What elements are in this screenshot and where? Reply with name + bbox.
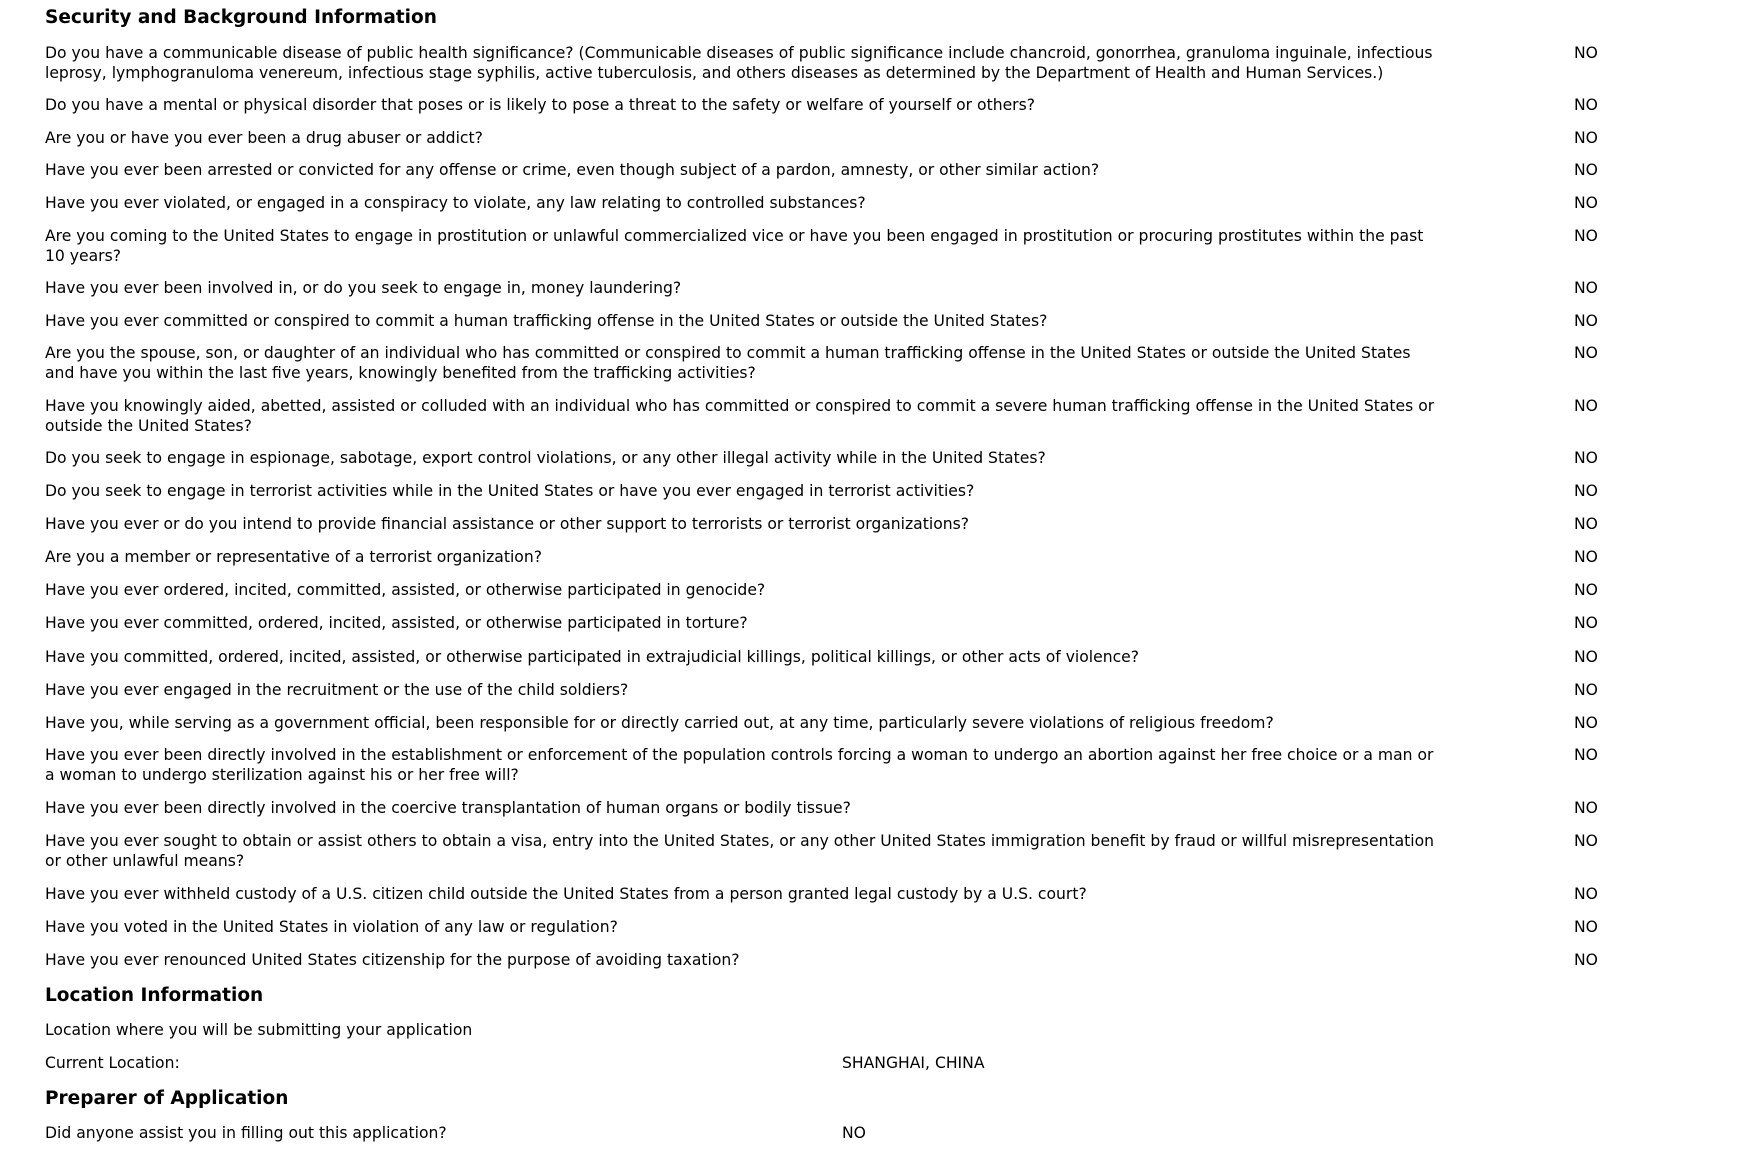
answer-value: NO bbox=[1574, 129, 1598, 147]
answer-value: NO bbox=[1574, 227, 1598, 245]
answer-value: NO bbox=[1574, 918, 1598, 936]
answer-value: NO bbox=[1574, 44, 1598, 62]
security-section-title: Security and Background Information bbox=[45, 7, 437, 28]
answer-value: NO bbox=[1574, 312, 1598, 330]
question-text: Are you a member or representative of a terrorist organization? bbox=[45, 548, 542, 566]
question-text: Have you ever been arrested or convicted for any offense or crime, even though subject of a pardon, amnesty, or other similar action? bbox=[45, 161, 1100, 179]
question-text: Have you ever renounced United States citizenship for the purpose of avoiding taxation? bbox=[45, 951, 740, 969]
answer-value: NO bbox=[1574, 515, 1598, 533]
question-text: Have you knowingly aided, abetted, assisted or colluded with an individual who has committed or conspired to commit a severe human trafficking offense in the United States or outside the United States? bbox=[45, 397, 1435, 435]
question-text: Are you coming to the United States to engage in prostitution or unlawful commercialized vice or have you been engaged in prostitution or procuring prostitutes within the past 10 years? bbox=[45, 227, 1424, 265]
location-intro-text: Location where you will be submitting your application bbox=[45, 1021, 473, 1039]
question-text: Have you ever been involved in, or do you seek to engage in, money laundering? bbox=[45, 279, 682, 297]
current-location-label: Current Location: bbox=[45, 1054, 180, 1072]
answer-value: NO bbox=[1574, 648, 1598, 666]
answer-value: NO bbox=[1574, 714, 1598, 732]
question-text: Have you ever or do you intend to provide financial assistance or other support to terrorists or terrorist organizations? bbox=[45, 515, 970, 533]
answer-value: NO bbox=[1574, 397, 1598, 415]
question-text: Have you voted in the United States in violation of any law or regulation? bbox=[45, 918, 618, 936]
answer-value: NO bbox=[1574, 344, 1598, 362]
question-text: Have you ever engaged in the recruitment or the use of the child soldiers? bbox=[45, 681, 629, 699]
question-text: Have you committed, ordered, incited, assisted, or otherwise participated in extrajudicial killings, political killings, or other acts of violence? bbox=[45, 648, 1140, 666]
question-text: Do you have a communicable disease of public health significance? (Communicable diseases of public significance include chancroid, gonorrhea, granuloma inguinale, infectious leprosy, lymphogranuloma venereum, infectious stage syphilis, active tuberculosis, and others diseases as determined by the Department of Health and Human Services.) bbox=[45, 44, 1433, 82]
answer-value: NO bbox=[1574, 832, 1598, 850]
question-text: Do you seek to engage in espionage, sabotage, export control violations, or any other illegal activity while in the United States? bbox=[45, 449, 1046, 467]
question-text: Have you ever been directly involved in the establishment or enforcement of the population controls forcing a woman to undergo an abortion against her free choice or a man or a woman to undergo sterilization against his or her free will? bbox=[45, 746, 1434, 784]
answer-value: NO bbox=[1574, 449, 1598, 467]
question-text: Have you ever sought to obtain or assist others to obtain a visa, entry into the United States, or any other United States immigration benefit by fraud or willful misrepresentation or other unlawful means? bbox=[45, 832, 1435, 870]
question-text: Do you have a mental or physical disorder that poses or is likely to pose a threat to the safety or welfare of yourself or others? bbox=[45, 96, 1035, 114]
answer-value: NO bbox=[1574, 885, 1598, 903]
preparer-section-title: Preparer of Application bbox=[45, 1088, 289, 1109]
answer-value: NO bbox=[1574, 951, 1598, 969]
answer-value: NO bbox=[1574, 482, 1598, 500]
question-text: Are you or have you ever been a drug abuser or addict? bbox=[45, 129, 483, 147]
preparer-answer-value: NO bbox=[842, 1124, 866, 1142]
preparer-question-text: Did anyone assist you in filling out this application? bbox=[45, 1124, 447, 1142]
question-text: Have you ever withheld custody of a U.S. citizen child outside the United States from a person granted legal custody by a U.S. court? bbox=[45, 885, 1087, 903]
answer-value: NO bbox=[1574, 614, 1598, 632]
answer-value: NO bbox=[1574, 279, 1598, 297]
answer-value: NO bbox=[1574, 161, 1598, 179]
question-text: Have you ever violated, or engaged in a conspiracy to violate, any law relating to controlled substances? bbox=[45, 194, 866, 212]
question-text: Have you ever committed, ordered, incited, assisted, or otherwise participated in torture? bbox=[45, 614, 748, 632]
answer-value: NO bbox=[1574, 681, 1598, 699]
answer-value: NO bbox=[1574, 581, 1598, 599]
answer-value: NO bbox=[1574, 799, 1598, 817]
answer-value: NO bbox=[1574, 548, 1598, 566]
question-text: Have you ever committed or conspired to commit a human trafficking offense in the United States or outside the United States? bbox=[45, 312, 1048, 330]
location-section-title: Location Information bbox=[45, 985, 264, 1006]
answer-value: NO bbox=[1574, 746, 1598, 764]
question-text: Are you the spouse, son, or daughter of an individual who has committed or conspired to commit a human trafficking offense in the United States or outside the United States and have you within the last five years, knowingly benefited from the trafficking activities? bbox=[45, 344, 1411, 382]
current-location-value: SHANGHAI, CHINA bbox=[842, 1054, 985, 1072]
question-text: Have you ever ordered, incited, committed, assisted, or otherwise participated in genocide? bbox=[45, 581, 766, 599]
answer-value: NO bbox=[1574, 96, 1598, 114]
question-text: Have you ever been directly involved in the coercive transplantation of human organs or bodily tissue? bbox=[45, 799, 851, 817]
answer-value: NO bbox=[1574, 194, 1598, 212]
question-text: Have you, while serving as a government official, been responsible for or directly carried out, at any time, particularly severe violations of religious freedom? bbox=[45, 714, 1274, 732]
question-text: Do you seek to engage in terrorist activities while in the United States or have you ever engaged in terrorist activities? bbox=[45, 482, 975, 500]
